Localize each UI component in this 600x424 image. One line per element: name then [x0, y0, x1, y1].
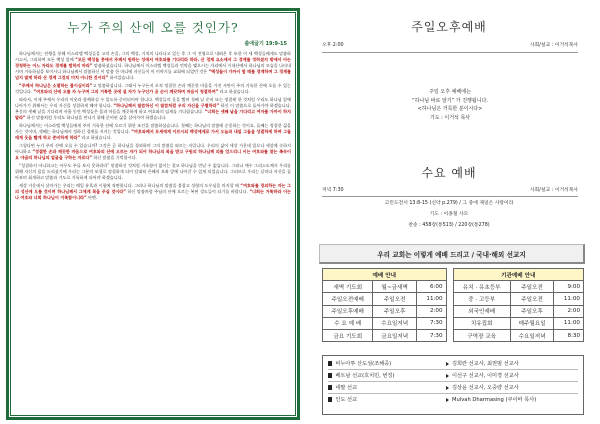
mission-missionaries	[446, 396, 578, 403]
dept-day: 매주월요일	[510, 317, 554, 329]
dept-time: 11:00	[554, 317, 584, 329]
dept-name: 유치 · 유초등부	[453, 281, 510, 293]
table-gap	[446, 269, 453, 281]
scripture-quote: “정결한 손과 깨끗한 마음으로 여호와의 산에 오르는 자가 되어 하나님의 복을 받고 구원의 하나님께 의를 얻으리니 이는 여호와를 찾는 족속이요 야곱의 하나님의 얼굴을 구하는 자로다”	[15, 149, 291, 161]
wednesday-time: 저녁 7:30	[322, 188, 344, 193]
divider	[322, 196, 578, 197]
table-gap	[446, 293, 453, 305]
square-bullet-icon	[328, 397, 332, 401]
square-bullet-icon	[328, 373, 332, 377]
triangle-bullet-icon	[446, 398, 449, 402]
sermon-paragraph	[15, 123, 291, 141]
scripture-quote: “여호와를 경외하는 자는 그의 성산에 오를 것이며 하나님께서 그에게 복을 주실 것이라”	[15, 183, 291, 195]
missionary-names: 이선구 선교사, 이미경 선교사	[452, 373, 519, 379]
service-time: 6:00	[416, 281, 446, 293]
sermon-paragraph	[15, 51, 291, 81]
divider	[322, 52, 578, 53]
wednesday-meta	[322, 186, 578, 193]
sermon-text: “성결하지 아니하고는 아무도 주를 보지 못하리라”	[19, 163, 110, 169]
missionary-names: 김상윤 선교사, 오중량 선교사	[452, 385, 519, 391]
sermon-paragraph	[15, 83, 291, 95]
sermon-text: 고 말씀하십니다. 그래서 누구든지 오직 정결한 손과 깨끗한 마음을 가진 자만이 주의 거룩한 산에 오를 수 있는 것입니다.	[15, 82, 291, 94]
dept-day: 주일오전	[510, 293, 554, 305]
sermon-page	[6, 8, 300, 420]
service-day: 월~금새벽	[373, 281, 417, 293]
schedule-row	[323, 293, 584, 305]
dept-name: 외국인예배	[453, 305, 510, 317]
square-bullet-icon	[328, 361, 332, 365]
sermon-text: 따라서, 이제 주께서 우리의 이웃과 함께하실 수 있도록 준비되어야 합니다. 백성들의 옷을 빨며 첫째 날 준비 또는 정결케 한 것처럼 우리도 하나님 앞에 나아가기 위해서는 우리 자신을 성결하게 해야 합니다.	[15, 97, 291, 109]
sermon-reference: 출애굽기 19:9-15	[244, 41, 287, 47]
schedule-row	[323, 317, 584, 329]
scripture-quote: “너희는 셋째 날을 기다리고 여자를 가까이 하지 말라”	[15, 108, 292, 120]
service-day: 수요일저녁	[373, 317, 417, 329]
schedule-right-header: 기관예배 안내	[453, 269, 583, 281]
table-gap	[446, 281, 453, 293]
service-time: 7:30	[416, 317, 446, 329]
afternoon-time: 오후 2:00	[322, 43, 344, 48]
sermon-text: 하시었습니다.	[108, 74, 135, 80]
sermon-paragraph	[15, 183, 291, 201]
sermon-text: 하신 말씀처럼 주님의 산에 오르는 복된 성도들이 되기를 바랍니다.	[125, 189, 250, 195]
scripture-quote: “여호와께서 모세에게 이르시되 백성에게로 가서 오늘과 내일 그들을 성결하게 하며 그들에게 옷을 빨게 하고 준비하게 하라”	[15, 129, 291, 140]
service-time: 7:30	[416, 329, 446, 341]
schedule-table	[322, 268, 584, 342]
missionary-names: Mulvah Dharmasing (쿠이바 목사)	[452, 397, 537, 403]
sermon-text: 하나님께서는 이스라엘 백성들에게 주의 거룩한 산에 오르기 위한 조건을 말씀하셨습니다. 첫째는 하나님의 말씀에 순종하는 것이요, 둘째는 정결한 삶을 사는 것이며, 셋째는 하나님께서 정하신 경계를 지키는 것입니다.	[15, 123, 291, 135]
sermon-text: 하신 이 말씀으로 돌아가야 하겠습니다. 본문의 셋째 날을 기다리며 사흘 동안 백성들은 몸과 마음을 깨끗하게 하고 여호와의 임재를 기다렸습니다.	[15, 103, 291, 114]
mission-location-label: 베트남 선교(호치민, 번징)	[335, 373, 395, 379]
sermon-text: 아멘.	[86, 195, 98, 201]
mission-location	[328, 372, 446, 379]
scripture-quote: “주께서 하나님은 소멸하는 불이심이라”	[19, 82, 93, 88]
schedule-left-header: 예배 안내	[323, 269, 447, 281]
dept-name: 중 · 고등부	[453, 293, 510, 305]
mission-missionaries	[446, 360, 578, 367]
dept-day: 주일오후	[510, 305, 554, 317]
mission-location	[328, 360, 446, 367]
mission-location-label: 네팔 선교	[335, 385, 358, 391]
mission-location-label: 비누아투 산도섬(조해중)	[335, 361, 392, 367]
sermon-text: 라고 하셨습니다.	[218, 88, 250, 94]
sermon-text: 말씀하신 것처럼 거룩함이 없이는 결코 하나님을 만날 수 없습니다. 그러나 예수 그리스도께서 우리를 위해 자신의 몸을 드리셨기에 우리는 그분의 보혈로 정결하게 되어 담대히 은혜의 보좌 앞에 나아갈 수 있게 되었습니다. 그러므로 우리는 날마다 자신을 돌아보며 회개하고 말씀과 기도로 거룩하게 되어야 하겠습니다.	[15, 163, 291, 181]
caption-line: 주일 오후 예배에는	[429, 89, 471, 95]
wednesday-title: 수요 예배	[421, 166, 477, 180]
dept-name: 구역장 교육	[453, 329, 510, 341]
service-name: 수 요 예 배	[323, 317, 373, 329]
scripture-quote: “여호와의 산에 오를 자 누구며 그의 거룩한 곳에 설 자가 누구인가 곧 손이 깨끗하며 마음이 청결하며”	[33, 88, 219, 94]
dept-time: 2:00	[554, 305, 584, 317]
dept-day: 주일오전	[510, 281, 554, 293]
mission-location	[328, 384, 446, 391]
mission-location	[328, 396, 446, 403]
sermon-text: 하신 말씀을 기억합시다.	[92, 155, 137, 161]
triangle-bullet-icon	[446, 386, 449, 390]
dept-name: 치유집회	[453, 317, 510, 329]
caption-line: <하나님은 거룩한 분이시다>	[417, 106, 483, 113]
table-gap	[446, 317, 453, 329]
table-gap	[446, 305, 453, 317]
service-day: 주일오전	[373, 293, 417, 305]
missionary-names: 김희란 선교사, 최권범 선교사	[452, 361, 519, 367]
mission-missionaries	[446, 384, 578, 391]
schedule-page	[304, 0, 600, 424]
mission-location-label: 인도 선교	[335, 397, 358, 403]
afternoon-meta	[322, 41, 578, 48]
afternoon-caption	[322, 88, 578, 122]
schedule-row	[323, 305, 584, 317]
mission-item	[328, 370, 578, 381]
sermon-text: 세상 가운데서 살아가는 우리는 매일 유혹과 시험에 직면합니다. 그러나 하나님의 말씀을 붙잡고 성령의 도우심을 의지할 때	[19, 183, 241, 189]
wednesday-leader: 사회/설교 : 이거석목사	[530, 188, 578, 193]
mission-list	[322, 355, 584, 415]
service-name: 주일오전예배	[323, 293, 373, 305]
sermon-paragraph	[15, 97, 291, 121]
mission-item	[328, 382, 578, 393]
wednesday-scripture: 고린도전서 13:8-15 (신약 p.279) / 그 중에 제일은 사랑이라	[384, 201, 514, 206]
wednesday-prayer: 기도 : 이종철 사모	[429, 212, 469, 217]
dept-time: 11:00	[554, 293, 584, 305]
sermon-text: 하나님께서는 전쟁을 통해 이스라엘 백성들을 고의 손을, 그의 백성, 기적의 나타나고 있는 후 그 이 진영으로 내려온 후 또한 이 세 백성들에게도 말씀하시고서, 그리하여 모든 백성 앞에	[15, 51, 291, 62]
scripture-quote: “너희는 거룩하라 이는 나 여호와 너희 하나님이 거룩함이니라”	[15, 189, 291, 201]
square-bullet-icon	[328, 385, 332, 389]
scripture-quote: “모든 백성들 중에서 주께서 원하는 성에서 여호와를 기다리라 하라. 산 경계 요소에서 그 경계를 정하셨지 밖에서 아는 경청하는 어느 자라도 경계를 범하지 마라”	[15, 56, 291, 68]
service-day: 주일오후	[373, 305, 417, 317]
caption-line: “하나님 바로 알기” 가 진행됩니다.	[412, 97, 488, 104]
table-gap	[446, 329, 453, 341]
afternoon-title: 주일오후예배	[411, 20, 487, 34]
sermon-title: 누가 주의 산에 오를 것인가?	[67, 20, 239, 35]
mission-item	[328, 394, 578, 405]
mission-missionaries	[446, 372, 578, 379]
service-name: 금요 기도회	[323, 329, 373, 341]
triangle-bullet-icon	[446, 362, 449, 366]
sermon-body	[15, 51, 291, 201]
triangle-bullet-icon	[446, 374, 449, 378]
sermon-text: 그렇다면 누가 주의 산에 오를 수 있습니까? 그것은 곧 하나님을 경외하며 그의 말씀을 따르는 자입니다. 우리의 삶이 세상 가운데 있으나 세상에 속하지 아니하고	[15, 143, 291, 155]
service-name: 새벽 기도회	[323, 281, 373, 293]
mission-item	[328, 358, 578, 369]
schedule-row	[323, 281, 584, 293]
worship-banner: 우리 교회는 이렇게 예배 드리고 / 국내·해외 선교지	[319, 244, 585, 264]
scripture-quote: “하나님께서 말씀하신 이 말씀처럼 우리 자신을 구별하라”	[113, 103, 220, 109]
dept-time: 8:30	[554, 329, 584, 341]
scripture-quote: “백성들이 가까이 할 때를 경계하며 그 경계를 넘지 말게 하라 산 경계 그것의 미치 아니한 것이라”	[15, 68, 291, 80]
service-time: 2:00	[416, 305, 446, 317]
schedule-row	[323, 329, 584, 341]
caption-line: 기도 : 이거석 목사	[429, 114, 471, 121]
service-time: 11:00	[416, 293, 446, 305]
dept-day: 수요일저녁	[510, 329, 554, 341]
sermon-text: 말씀하셨습니다. 하나님께서 이스라엘 백성들과 언약을 맺으시는 자리에서 시내산에서 하나님의 모습을 나타내시며 거룩하심을 보이시니 하나님께서 말씀하신 이 말씀 한 마디에 자신들이 이 이야기를 교회에 되었던 것은	[15, 62, 291, 74]
dept-time: 9:00	[554, 281, 584, 293]
wednesday-hymns: 찬송 : 458장(통513) / 220장(통278)	[408, 223, 490, 228]
sermon-paragraph	[15, 163, 291, 181]
service-day: 금요일저녁	[373, 329, 417, 341]
sermon-text: 하신 말씀처럼 우리도 하나님을 만나기 위해 준비된 삶을 살아가야 하겠습니다.	[25, 114, 167, 120]
sermon-text: 라고 하셨습니다.	[80, 134, 112, 140]
service-name: 주일오후예배	[323, 305, 373, 317]
afternoon-leader: 사회/설교 : 이거석목사	[530, 43, 578, 48]
sermon-paragraph	[15, 143, 291, 161]
